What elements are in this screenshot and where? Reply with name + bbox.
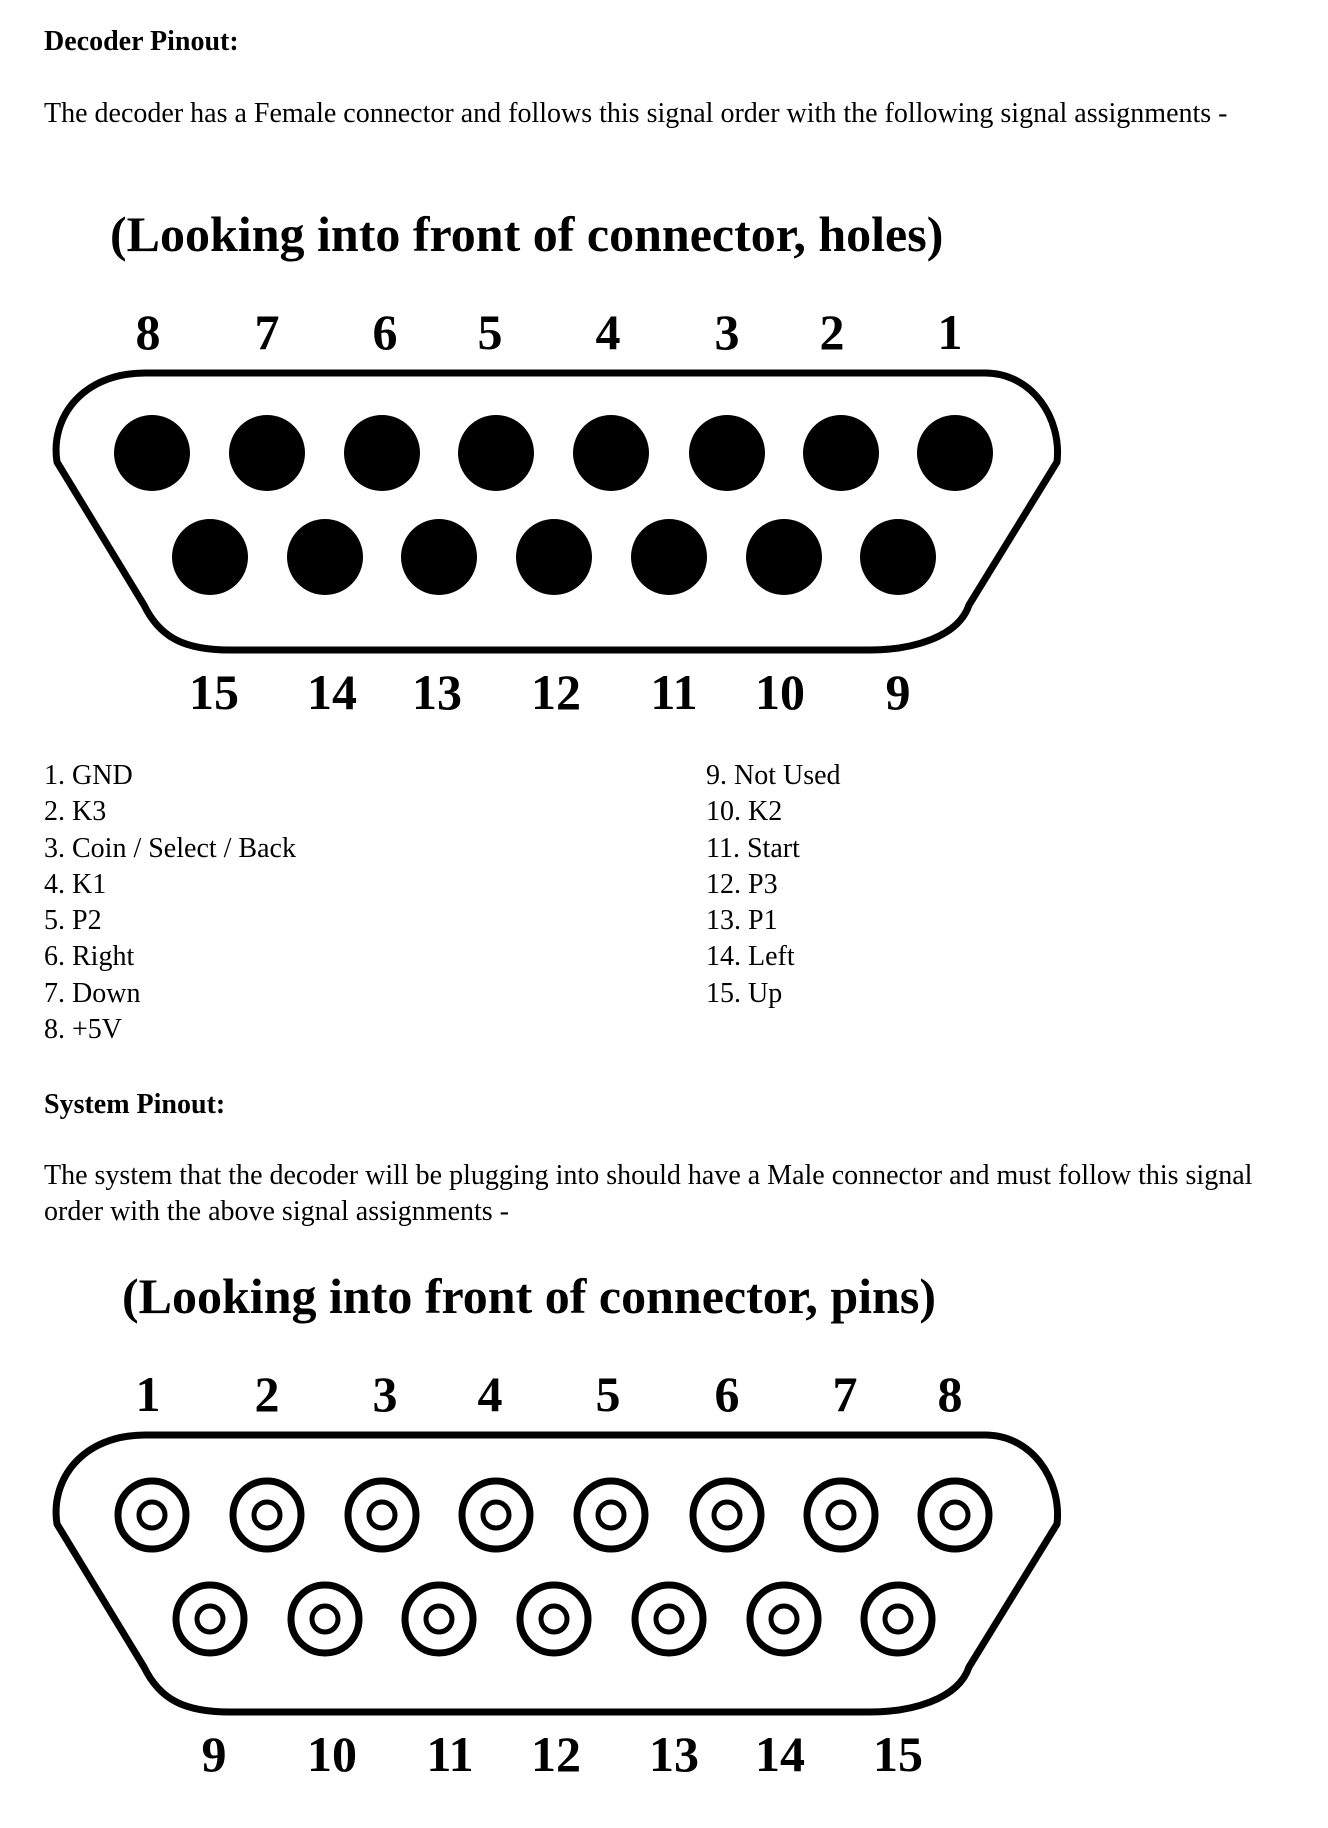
pin-label: 3 [372, 1366, 398, 1422]
pin-hole [458, 415, 534, 491]
pin-hole [287, 519, 363, 595]
pin-label: 7 [254, 304, 280, 360]
signal-item: 5. P2 [44, 905, 102, 937]
pin-label: 13 [649, 1726, 699, 1782]
signal-item: 2. K3 [44, 796, 107, 828]
decoder-connector-diagram [0, 360, 1328, 660]
pin-label: 1 [937, 304, 963, 360]
decoder-heading: Decoder Pinout: [44, 26, 239, 57]
signal-item: 15. Up [706, 977, 783, 1009]
pin-label: 3 [714, 304, 740, 360]
signal-item: 9. Not Used [706, 760, 841, 791]
pin-label: 1 [135, 1366, 161, 1422]
pin-label: 8 [937, 1366, 963, 1422]
pin-label: 6 [372, 304, 398, 360]
pin-label: 6 [714, 1366, 740, 1422]
pin-label: 8 [135, 304, 161, 360]
system-intro: The system that the decoder will be plugging into should have a Male connector and must follow this signal order with the above signal assignments - [44, 1160, 1253, 1227]
pin-hole [746, 519, 822, 595]
pin-hole [917, 415, 993, 491]
pin-hole [401, 519, 477, 595]
pin-label: 9 [885, 664, 911, 720]
signal-item: 3. Coin / Select / Back [44, 832, 296, 864]
pin-hole [229, 415, 305, 491]
pin-hole [803, 415, 879, 491]
pin-label: 12 [531, 664, 581, 720]
decoder-diagram-caption: (Looking into front of connector, holes) [110, 206, 944, 262]
pin-label: 11 [426, 1726, 474, 1782]
signal-item: 6. Right [44, 941, 135, 973]
signal-list-left [44, 758, 296, 1048]
pin-label: 4 [477, 1366, 503, 1422]
pin-label: 14 [307, 664, 357, 720]
connector-shell-outline [56, 1435, 1057, 1712]
pin-hole [689, 415, 765, 491]
pin-hole [114, 415, 190, 491]
pin-hole [631, 519, 707, 595]
pin-hole [516, 519, 592, 595]
signal-item: 11. Start [706, 832, 800, 864]
pin-hole [573, 415, 649, 491]
pin-label: 9 [201, 1726, 227, 1782]
pin-label: 7 [832, 1366, 858, 1422]
signal-item: 1. GND [44, 760, 133, 791]
signal-item: 8. +5V [44, 1014, 123, 1046]
pin-hole [860, 519, 936, 595]
pin-label: 4 [595, 304, 621, 360]
pin-label: 15 [873, 1726, 923, 1782]
signal-list-right [706, 758, 841, 1012]
pin-label: 5 [595, 1366, 621, 1422]
connector-shell-outline [56, 373, 1057, 650]
signal-item: 12. P3 [706, 868, 778, 900]
pin-hole [344, 415, 420, 491]
system-diagram-caption: (Looking into front of connector, pins) [122, 1268, 936, 1324]
system-connector-diagram [0, 1422, 1328, 1722]
signal-item: 7. Down [44, 977, 141, 1009]
decoder-intro: The decoder has a Female connector and follows this signal order with the following signal assignments - [44, 98, 1228, 129]
pin-label: 2 [819, 304, 845, 360]
signal-item: 4. K1 [44, 868, 107, 900]
pin-label: 15 [189, 664, 239, 720]
pin-label: 13 [412, 664, 462, 720]
system-heading: System Pinout: [44, 1089, 226, 1120]
signal-item: 14. Left [706, 941, 795, 973]
pin-label: 12 [531, 1726, 581, 1782]
signal-item: 10. K2 [706, 796, 783, 828]
signal-item: 13. P1 [706, 905, 778, 937]
pin-hole [172, 519, 248, 595]
pin-label: 5 [477, 304, 503, 360]
pin-label: 14 [755, 1726, 805, 1782]
pin-label: 10 [755, 664, 805, 720]
pin-label: 11 [650, 664, 698, 720]
pin-label: 10 [307, 1726, 357, 1782]
pin-label: 2 [254, 1366, 280, 1422]
